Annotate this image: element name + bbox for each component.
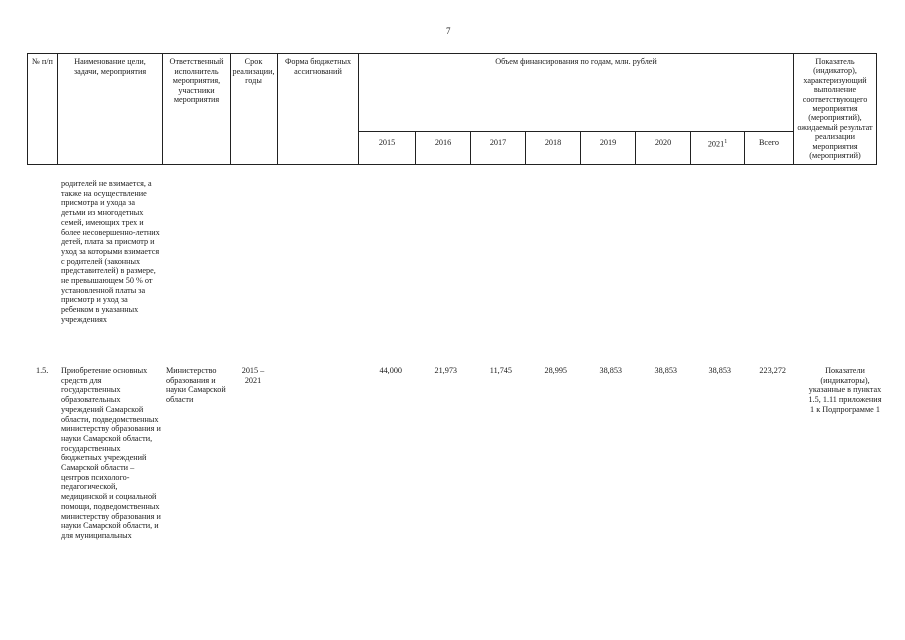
row-indicator: Показатели (индикаторы), указанные в пунктах 1.5, 1.11 приложения 1 к Подпрограмме 1	[808, 366, 882, 414]
year-2021	[691, 138, 744, 149]
page-number: 7	[446, 26, 451, 36]
header-num: № п/п	[32, 57, 53, 66]
row-term: 2015 – 2021	[241, 366, 265, 385]
header-term: Срок реализации, годы	[232, 57, 275, 86]
value-2021: 38,853	[708, 366, 731, 375]
row-number: 1.5.	[36, 366, 49, 375]
header-responsible: Ответственный исполнитель мероприятия, участники мероприятия	[169, 57, 224, 105]
header-indicator: Показатель (индикатор), характеризующий выполнение соответствующего мероприятия (мероприятий), ожидаемый результат реализации мероприятия (мероприятий)	[797, 57, 873, 161]
header-form: Форма бюджетных ассигнований	[284, 57, 352, 76]
year-2018: 2018	[544, 138, 562, 147]
year-2016: 2016	[434, 138, 452, 147]
year-2021-footnote: 1	[724, 139, 728, 145]
year-2021-label: 2021	[707, 139, 725, 149]
value-2020: 38,853	[654, 366, 677, 375]
table-header	[27, 53, 877, 165]
year-total: Всего	[758, 138, 780, 147]
value-total: 223,272	[759, 366, 786, 375]
value-2019: 38,853	[599, 366, 622, 375]
value-2015: 44,000	[379, 366, 402, 375]
year-2020: 2020	[654, 138, 672, 147]
header-volume: Объем финансирования по годам, млн. рублей	[495, 57, 657, 66]
row-responsible: Министерство образования и науки Самарской области	[166, 366, 226, 405]
year-2019: 2019	[599, 138, 617, 147]
value-2018: 28,995	[544, 366, 567, 375]
header-name: Наименование цели, задачи, мероприятия	[73, 57, 147, 76]
continuation-text: родителей не взимается, а также на осуществление присмотра и ухода за детьми из многодетных семей, имеющих трех и более несовершенно-летних детей, плата за присмотр и уход за которыми взимается с родителей (законных представителей) в размере, не превышающем 50 % от установленной платы за присмотр и уход за ребенком в указанных учреждениях	[61, 179, 160, 324]
value-2016: 21,973	[434, 366, 457, 375]
year-2017: 2017	[489, 138, 507, 147]
row-name: Приобретение основных средств для государственных образовательных учреждений Самарской области, подведомственных министерству образования и науки Самарской области, государственных бюджетных учреждений Самарской области – центров психолого-педагогической, медицинской и социальной помощи, подведомственных министерству образования и науки Самарской области, и для муниципальных	[61, 366, 161, 540]
value-2017: 11,745	[489, 366, 512, 375]
year-2015: 2015	[378, 138, 396, 147]
